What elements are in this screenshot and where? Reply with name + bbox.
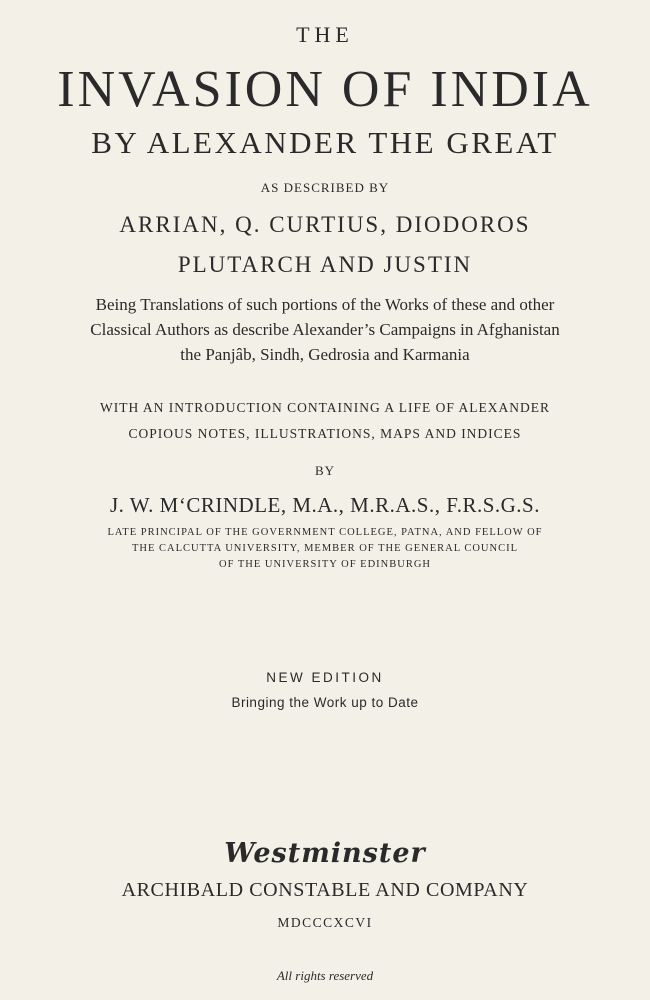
description-line: Classical Authors as describe Alexander’s Campaigns in Afghanistan	[90, 320, 560, 339]
publication-place: Westminster	[224, 838, 426, 869]
translator-credentials	[0, 525, 650, 573]
credentials-line: OF THE UNIVERSITY OF EDINBURGH	[218, 559, 431, 570]
credentials-line: LATE PRINCIPAL OF THE GOVERNMENT COLLEGE, PATNA, AND FELLOW OF	[107, 527, 543, 538]
description-line: Being Translations of such portions of the Works of these and other	[95, 295, 555, 314]
title-article: THE	[296, 22, 354, 47]
by-label: BY	[314, 463, 336, 478]
ancient-authors-line-2: PLUTARCH AND JUSTIN	[177, 252, 473, 277]
subtitle: BY ALEXANDER THE GREAT	[91, 125, 559, 160]
translator-name: J. W. M‘CRINDLE, M.A., M.R.A.S., F.R.S.G.S.	[110, 493, 540, 517]
main-title: INVASION OF INDIA	[57, 61, 593, 118]
ancient-authors-line-1: ARRIAN, Q. CURTIUS, DIODOROS	[119, 212, 531, 237]
introduction-line-2: COPIOUS NOTES, ILLUSTRATIONS, MAPS AND INDICES	[128, 426, 522, 441]
credentials-line: THE CALCUTTA UNIVERSITY, MEMBER OF THE GENERAL COUNCIL	[131, 543, 519, 554]
description-line: the Panjâb, Sindh, Gedrosia and Karmania	[180, 345, 470, 364]
publisher: ARCHIBALD CONSTABLE AND COMPANY	[121, 879, 529, 901]
introduction-line-1: WITH AN INTRODUCTION CONTAINING A LIFE OF ALEXANDER	[99, 400, 550, 415]
description	[0, 292, 650, 367]
publication-year: MDCCCXCVI	[277, 915, 373, 930]
edition-note: Bringing the Work up to Date	[231, 695, 419, 710]
rights-notice: All rights reserved	[276, 968, 374, 983]
edition-label: NEW EDITION	[266, 670, 384, 685]
as-described-by: AS DESCRIBED BY	[260, 180, 390, 195]
